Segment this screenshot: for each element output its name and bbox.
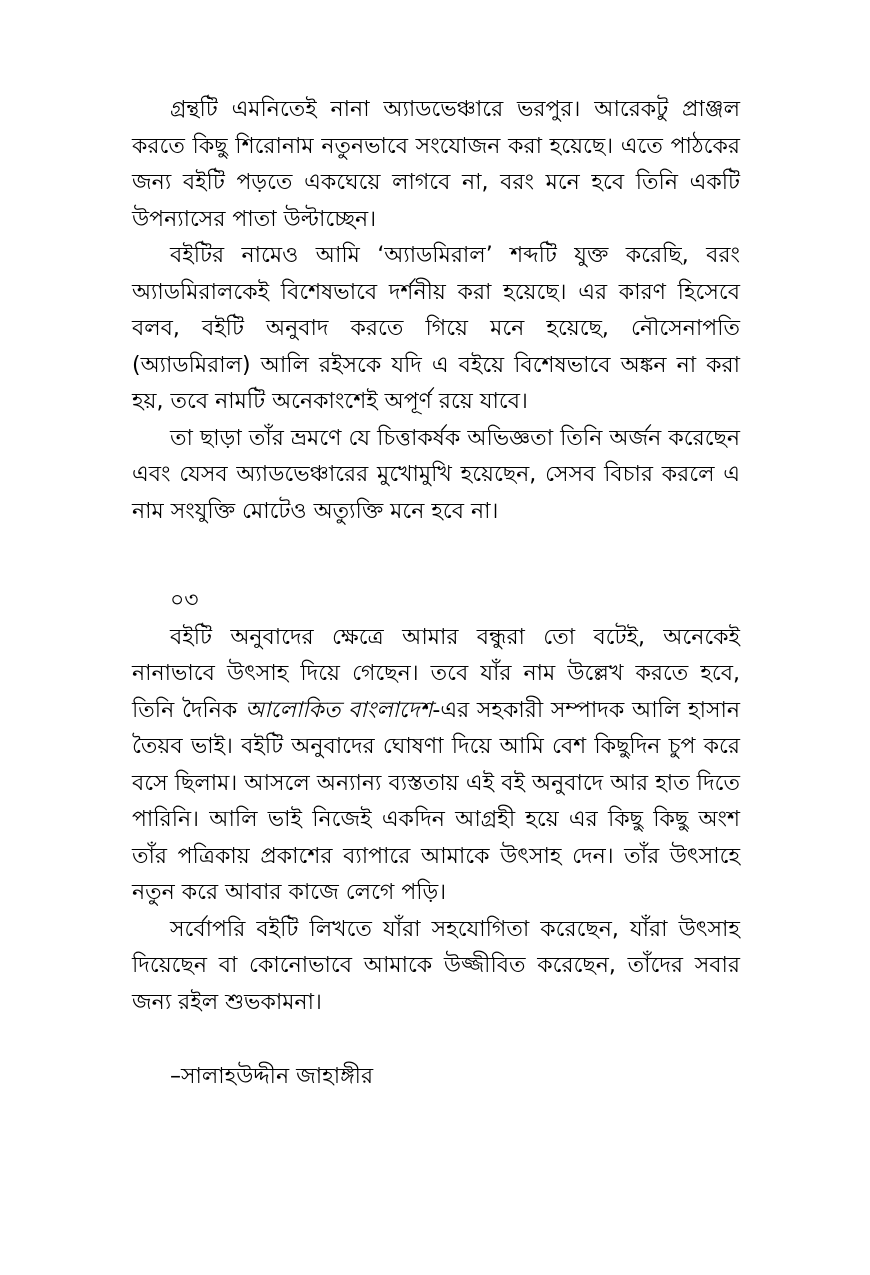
newspaper-title: আলোকিত বাংলাদেশ — [244, 697, 433, 723]
author-signature: –সালাহউদ্দীন জাহাঙ্গীর — [170, 1064, 374, 1089]
paragraph: গ্রন্থটি এমনিতেই নানা অ্যাডভেঞ্চারে ভরপুর। আরেকটু প্রাঞ্জল করতে কিছু শিরোনাম নতুনভাবে সংযোজন করা হয়েছে। এতে পাঠকের জন্য বইটি পড়তে একঘেয়ে লাগবে না, বরং মনে হবে তিনি একটি উপন্যাসের পাতা উল্টাচ্ছেন। — [132, 97, 740, 232]
paragraph-text: -এর সহকারী সম্পাদক আলি হাসান তৈয়ব ভাই। বইটি অনুবাদের ঘোষণা দিয়ে আমি বেশ কিছুদিন চুপ করে বসে ছিলাম। আসলে অন্যান্য ব্যস্ততায় এই বই অনুবাদে আর হাত দিতে পারিনি। আলি ভাই নিজেই একদিন আগ্রহী হয়ে এর কিছু কিছু অংশ তাঁর পত্রিকায় প্রকাশের ব্যাপারে আমাকে উৎসাহ দেন। তাঁর উৎসাহে নতুন করে আবার কাজে লেগে পড়ি। — [132, 697, 740, 905]
paragraph: বইটির নামেও আমি ‘অ্যাডমিরাল’ শব্দটি যুক্ত করেছি, বরং অ্যাডমিরালকেই বিশেষভাবে দর্শনীয় করা হয়েছে। এর কারণ হিসেবে বলব, বইটি অনুবাদ করতে গিয়ে মনে হয়েছে, নৌসেনাপতি (অ্যাডমিরাল) আলি রইসকে যদি এ বইয়ে বিশেষভাবে অঙ্কন না করা হয়, তবে নামটি অনেকাংশেই অপূর্ণ রয়ে যাবে। — [132, 243, 740, 414]
paragraph-text: বইটি অনুবাদের ক্ষেত্রে আমার বন্ধুরা তো বটেই, অনেকেই নানাভাবে উৎসাহ দিয়ে গেছেন। তবে যাঁর নাম উল্লেখ করতে হবে, তিনি দৈনিক — [132, 624, 740, 723]
document-page — [132, 92, 740, 1096]
paragraph: তা ছাড়া তাঁর ভ্রমণে যে চিত্তাকর্ষক অভিজ্ঞতা তিনি অর্জন করেছেন এবং যেসব অ্যাডভেঞ্চারের মুখোমুখি হয়েছেন, সেসব বিচার করলে এ নাম সংযুক্তি মোটেও অত্যুক্তি মনে হবে না। — [132, 425, 740, 524]
paragraph — [132, 620, 740, 912]
section-number: ০৩ — [170, 588, 199, 613]
paragraph: সর্বোপরি বইটি লিখতে যাঁরা সহযোগিতা করেছেন, যাঁরা উৎসাহ দিয়েছেন বা কোনোভাবে আমাকে উজ্জীবিত করেছেন, তাঁদের সবার জন্য রইল শুভকামনা। — [132, 916, 740, 1015]
